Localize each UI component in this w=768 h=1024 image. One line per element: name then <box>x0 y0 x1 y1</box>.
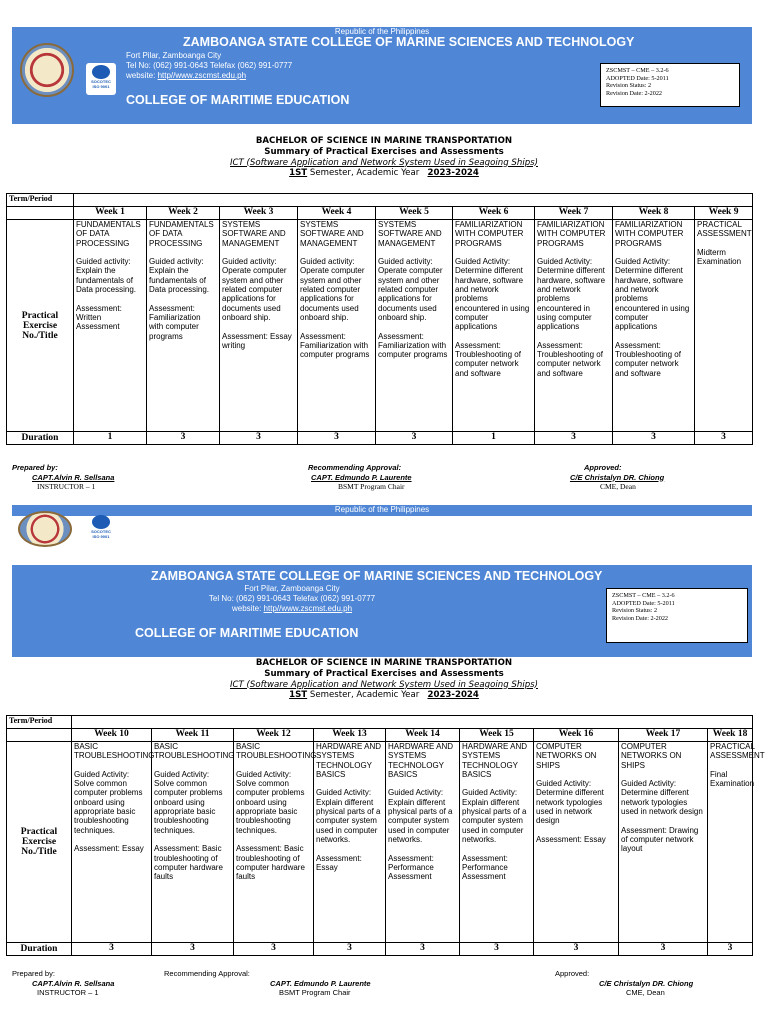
exercise-cell: FAMILIARIZATION WITH COMPUTER PROGRAMS Guided Activity: Determine different hardware, software and network problems encountered in using computer applications Assessment: Troubleshooting of computer network and software <box>535 220 613 432</box>
address-block: Fort Pilar, Zamboanga City Tel No: (062) 991-0643 Telefax (062) 991-0777 website: http//www.zscmst.edu.ph <box>208 584 376 613</box>
week-header: Week 13 <box>314 729 386 742</box>
duration-value: 3 <box>386 943 460 956</box>
duration-value: 3 <box>147 432 220 445</box>
week-header-row <box>7 729 753 742</box>
header-banner-2 <box>12 565 752 657</box>
document-title-1: BACHELOR OF SCIENCE IN MARINE TRANSPORTATION Summary of Practical Exercises and Assessments ICT (Software Application and Network System Used in Seagoing Ships) 1ST Semester, Academic Year 2023-2024 <box>230 136 538 179</box>
document-title-2: BACHELOR OF SCIENCE IN MARINE TRANSPORTATION Summary of Practical Exercises and Assessments ICT (Software Application and Network System Used in Seagoing Ships) 1ST Semester, Academic Year 2023-2024 <box>230 658 538 701</box>
college-name: ZAMBOANGA STATE COLLEGE OF MARINE SCIENCES AND TECHNOLOGY <box>151 569 603 583</box>
week-header: Week 7 <box>535 207 613 220</box>
prepared-by-block: Prepared by: CAPT.Alvin R. Sellsana INSTRUCTOR – 1 <box>12 969 115 997</box>
schedule-table-2 <box>6 715 765 956</box>
week-header: Week 9 <box>695 207 753 220</box>
socotec-iso-logo: SOCOTEC ISO 9001 <box>86 63 116 95</box>
week-header: Week 17 <box>619 729 708 742</box>
term-period-label: Term/Period <box>7 716 72 729</box>
department-name: COLLEGE OF MARITIME EDUCATION <box>135 626 359 640</box>
duration-label: Duration <box>7 943 72 956</box>
duration-value: 1 <box>74 432 147 445</box>
college-seal-logo <box>18 511 72 547</box>
exercise-cell: BASIC TROUBLESHOOTING Guided Activity: Solve common computer problems onboard using appropriate basic troubleshooting techniques. Assessment: Essay <box>72 742 152 943</box>
exercise-row <box>7 742 753 943</box>
exercise-cell: FAMILIARIZATION WITH COMPUTER PROGRAMS Guided Activity: Determine different hardware, software and network problems encountered in using computer applications Assessment: Troubleshooting of computer network and software <box>453 220 535 432</box>
document-code-box: ZSCMST – CME – 3.2-6 ADOPTED Date: 5-2011 Revision Status: 2 Revision Date: 2-2022 <box>600 63 740 107</box>
duration-value: 3 <box>72 943 152 956</box>
duration-value: 3 <box>695 432 753 445</box>
week-header: Week 18 <box>708 729 753 742</box>
recommending-approval-block: Recommending Approval: CAPT. Edmundo P. Laurente BSMT Program Chair <box>164 969 371 997</box>
week-header: Week 15 <box>460 729 534 742</box>
college-seal-logo <box>20 43 74 97</box>
exercise-cell: BASIC TROUBLESHOOTING Guided Activity: Solve common computer problems onboard using appropriate basic troubleshooting techniques. Assessment: Basic troubleshooting of computer hardware faults <box>152 742 234 943</box>
exercise-cell: PRACTICAL ASSESSMENT Final Examination <box>708 742 753 943</box>
socotec-iso-logo: SOCOTEC ISO 9001 <box>86 513 116 545</box>
department-name: COLLEGE OF MARITIME EDUCATION <box>126 93 350 107</box>
duration-value: 3 <box>534 943 619 956</box>
duration-value: 3 <box>460 943 534 956</box>
exercise-cell: HARDWARE AND SYSTEMS TECHNOLOGY BASICS Guided Activity: Explain different physical parts of a computer system used in computer networks. Assessment: Performance Assessment <box>460 742 534 943</box>
exercise-cell: COMPUTER NETWORKS ON SHIPS Guided Activity: Determine different network typologies used in network design Assessment: Essay <box>534 742 619 943</box>
republic-line: Republic of the Philippines <box>334 27 430 36</box>
duration-label: Duration <box>7 432 74 445</box>
week-header: Week 6 <box>453 207 535 220</box>
duration-value: 3 <box>708 943 753 956</box>
duration-value: 3 <box>314 943 386 956</box>
week-header: Week 8 <box>613 207 695 220</box>
duration-value: 1 <box>453 432 535 445</box>
term-period-label: Term/Period <box>7 194 74 207</box>
week-header: Week 2 <box>147 207 220 220</box>
week-header: Week 12 <box>234 729 314 742</box>
prepared-by-block: Prepared by: CAPT.Alvin R. Sellsana INSTRUCTOR – 1 <box>12 463 115 491</box>
duration-value: 3 <box>152 943 234 956</box>
week-header: Week 1 <box>74 207 147 220</box>
approved-block: Approved: C/E Christalyn DR. Chiong CME, Dean <box>555 969 694 997</box>
week-header: Week 14 <box>386 729 460 742</box>
week-header: Week 4 <box>298 207 376 220</box>
exercise-cell: SYSTEMS SOFTWARE AND MANAGEMENT Guided activity: Operate computer system and other related computer applications for documents used onboard ship. Assessment: Essay writing <box>220 220 298 432</box>
practical-exercise-label: Practical Exercise No./Title <box>7 220 74 432</box>
exercise-cell: SYSTEMS SOFTWARE AND MANAGEMENT Guided activity: Operate computer system and other related computer applications for documents used onboard ship. Assessment: Familiarization with computer programs <box>376 220 453 432</box>
schedule-table-1 <box>6 193 753 445</box>
document-code-box: ZSCMST – CME – 3.2-6 ADOPTED Date: 5-2011 Revision Status: 2 Revision Date: 2-2022 <box>606 588 748 643</box>
approved-block: Approved: C/E Christalyn DR. Chiong CME, Dean <box>570 463 665 491</box>
header-banner-1 <box>12 27 752 124</box>
website-link[interactable]: http//www.zscmst.edu.ph <box>263 604 353 613</box>
college-name: ZAMBOANGA STATE COLLEGE OF MARINE SCIENCES AND TECHNOLOGY <box>183 35 635 49</box>
duration-value: 3 <box>298 432 376 445</box>
duration-value: 3 <box>220 432 298 445</box>
week-header: Week 3 <box>220 207 298 220</box>
duration-value: 3 <box>376 432 453 445</box>
header-strip-2 <box>12 505 752 516</box>
exercise-cell: FUNDAMENTALS OF DATA PROCESSING Guided activity: Explain the fundamentals of Data processing. Assessment: Written Assessment <box>74 220 147 432</box>
exercise-cell: BASIC TROUBLESHOOTING Guided Activity: Solve common computer problems onboard using appropriate basic troubleshooting techniques. Assessment: Basic troubleshooting of computer hardware faults <box>234 742 314 943</box>
duration-value: 3 <box>535 432 613 445</box>
exercise-cell: COMPUTER NETWORKS ON SHIPS Guided Activity: Determine different network typologies used in network design Assessment: Drawing of computer network layout <box>619 742 708 943</box>
duration-value: 3 <box>613 432 695 445</box>
recommending-approval-block: Recommending Approval: CAPT. Edmundo P. Laurente BSMT Program Chair <box>308 463 412 491</box>
exercise-cell: SYSTEMS SOFTWARE AND MANAGEMENT Guided activity: Operate computer system and other related computer applications for documents used onboard ship. Assessment: Familiarization with computer programs <box>298 220 376 432</box>
exercise-cell: FAMILIARIZATION WITH COMPUTER PROGRAMS Guided Activity: Determine different hardware, software and network problems encountered in using computer applications Assessment: Troubleshooting of computer network and software <box>613 220 695 432</box>
week-header-row <box>7 207 753 220</box>
duration-row <box>7 432 753 445</box>
week-header: Week 16 <box>534 729 619 742</box>
week-header: Week 5 <box>376 207 453 220</box>
exercise-row <box>7 220 753 432</box>
duration-value: 3 <box>234 943 314 956</box>
week-header: Week 10 <box>72 729 152 742</box>
republic-line: Republic of the Philippines <box>334 505 430 514</box>
practical-exercise-label: Practical Exercise No./Title <box>7 742 72 943</box>
duration-value: 3 <box>619 943 708 956</box>
address-block: Fort Pilar, Zamboanga City Tel No: (062) 991-0643 Telefax (062) 991-0777 website: http//www.zscmst.edu.ph <box>126 51 293 80</box>
duration-row <box>7 943 753 956</box>
exercise-cell: FUNDAMENTALS OF DATA PROCESSING Guided activity: Explain the fundamentals of Data processing. Assessment: Familiarization with computer programs <box>147 220 220 432</box>
exercise-cell: HARDWARE AND SYSTEMS TECHNOLOGY BASICS Guided Activity: Explain different physical parts of a computer system used in computer networks. Assessment: Essay <box>314 742 386 943</box>
website-link[interactable]: http//www.zscmst.edu.ph <box>157 71 247 80</box>
exercise-cell: HARDWARE AND SYSTEMS TECHNOLOGY BASICS Guided Activity: Explain different physical parts of a computer system used in computer networks. Assessment: Performance Assessment <box>386 742 460 943</box>
week-header: Week 11 <box>152 729 234 742</box>
exercise-cell: PRACTICAL ASSESSMENT Midterm Examination <box>695 220 753 432</box>
